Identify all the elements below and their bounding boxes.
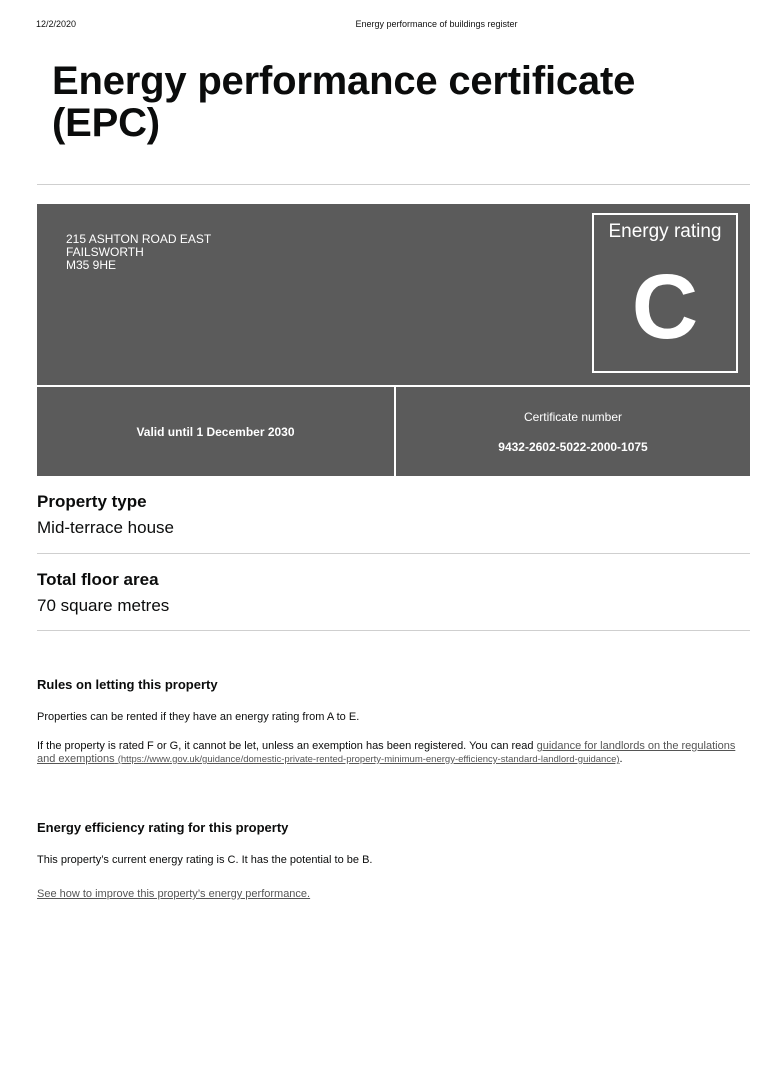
print-title: Energy performance of buildings register [355,19,518,29]
improve-performance-link[interactable]: See how to improve this property’s energy performance. [37,888,311,900]
energy-rating-box [592,213,738,373]
divider [37,184,750,185]
certificate-number-label: Certificate number [523,410,623,424]
divider [37,630,750,631]
address-line: M35 9HE [66,258,117,272]
efficiency-text: This property’s current energy rating is C. It has the potential to be B. [37,854,373,866]
energy-rating-letter: C [631,256,699,358]
epc-summary-panel [37,204,750,476]
improve-performance-paragraph [37,888,750,901]
energy-rating-label: Energy rating [608,221,722,242]
letting-rules-heading: Rules on letting this property [37,677,218,692]
floor-area-heading: Total floor area [37,570,159,589]
property-address [66,233,211,272]
divider [37,553,750,554]
property-type-value: Mid-terrace house [37,518,175,537]
efficiency-heading: Energy efficiency rating for this property [37,820,289,835]
sentence-end: . [619,753,623,765]
floor-area-value: 70 square metres [37,596,170,615]
landlord-guidance-link-text: guidance for landlords on the regulations and exemptions [37,740,736,765]
address-line: FAILSWORTH [66,245,144,259]
address-line: 215 ASHTON ROAD EAST [66,232,212,246]
page-title: Energy performance certificate (EPC) [52,59,636,145]
print-header [0,19,763,33]
landlord-guidance-url: (https://www.gov.uk/guidance/domestic-private-rented-property-minimum-energy-efficiency-standard-landlord-guidance) [117,754,620,765]
certificate-number: 9432-2602-5022-2000-1075 [498,440,648,454]
letting-rules-text: Properties can be rented if they have an energy rating from A to E. [37,711,360,723]
valid-until: Valid until 1 December 2030 [136,425,295,439]
panel-divider [394,387,396,476]
letting-exemption-text [37,740,750,766]
property-type-heading: Property type [37,492,147,511]
print-date: 12/2/2020 [36,19,77,29]
letting-exemption-sentence: If the property is rated F or G, it cannot be let, unless an exemption has been registered. You can read [37,740,537,752]
